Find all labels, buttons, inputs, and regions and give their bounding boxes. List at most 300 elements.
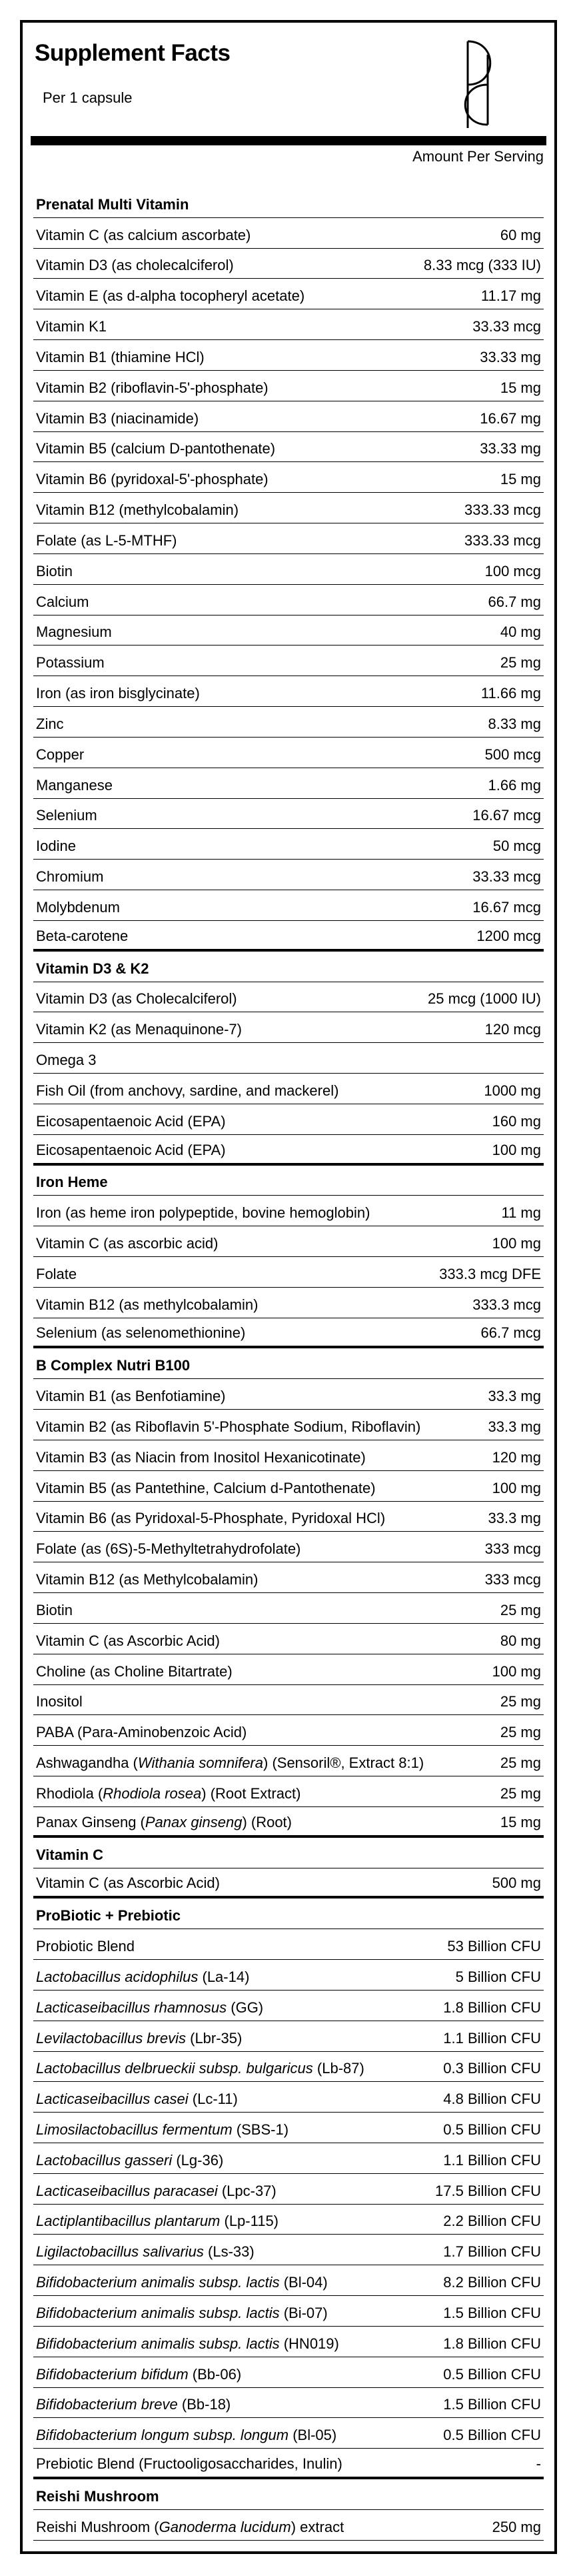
nutrient-name — [36, 2152, 223, 2169]
nutrient-name — [36, 1082, 338, 1100]
nutrient-name — [36, 440, 275, 457]
nutrient-amount: 60 mg — [500, 226, 541, 243]
nutrient-name — [36, 287, 304, 305]
nutrient-name — [36, 685, 200, 702]
nutrient-name — [36, 2519, 344, 2536]
nutrient-row — [33, 1562, 544, 1593]
nutrient-amount: 100 mg — [492, 1479, 541, 1496]
section-title — [36, 960, 149, 978]
nutrient-name — [36, 318, 107, 335]
nutrient-name — [36, 868, 103, 886]
nutrient-amount: 4.8 Billion CFU — [443, 2091, 541, 2108]
nutrient-name — [36, 1296, 258, 1314]
name-text: Manganese — [36, 776, 113, 794]
nutrient-name — [36, 1204, 370, 1222]
latin-name: Panax ginseng — [145, 1813, 243, 1830]
nutrient-amount: 1200 mcg — [476, 927, 541, 944]
nutrient-amount: 333.3 mcg DFE — [439, 1265, 541, 1282]
name-suffix: (Lpc-37) — [217, 2182, 277, 2199]
latin-name: Bifidobacterium bifidum — [36, 2365, 189, 2383]
nutrient-row — [33, 1654, 544, 1685]
nutrient-amount: 500 mcg — [484, 746, 541, 763]
nutrient-amount: 160 mg — [492, 1112, 541, 1130]
nutrient-name — [36, 1388, 226, 1405]
nutrient-row — [33, 1868, 544, 1899]
nutrient-amount: 40 mg — [500, 623, 541, 641]
nutrient-amount: 1000 mg — [484, 1082, 541, 1099]
nutrient-row — [33, 218, 544, 249]
name-text: Vitamin C — [36, 1846, 104, 1863]
nutrient-name — [36, 1266, 77, 1283]
name-text: Chromium — [36, 868, 104, 886]
nutrient-amount: 333.33 mcg — [464, 501, 541, 519]
name-text: Selenium — [36, 807, 97, 824]
nutrient-amount: 8.2 Billion CFU — [443, 2274, 541, 2291]
name-suffix: ) (Sensoril®, Extract 8:1) — [263, 1754, 424, 1772]
nutrient-amount: 8.33 mcg (333 IU) — [423, 257, 541, 274]
nutrient-name — [36, 777, 113, 794]
nutrient-name — [36, 2213, 279, 2230]
nutrient-row — [33, 1226, 544, 1257]
name-text: Folate (as L-5-MTHF) — [36, 531, 177, 549]
nutrient-name — [36, 1693, 83, 1710]
nutrient-name — [36, 379, 269, 397]
nutrient-amount: 17.5 Billion CFU — [435, 2182, 541, 2199]
nutrient-row — [33, 982, 544, 1013]
nutrient-row — [33, 1929, 544, 1960]
name-text: Copper — [36, 746, 85, 763]
latin-name: Bifidobacterium animalis subsp. lactis — [36, 2335, 280, 2352]
nutrient-name — [36, 654, 105, 672]
nutrient-amount: 25 mg — [500, 654, 541, 672]
nutrient-amount: 25 mcg (1000 IU) — [428, 990, 541, 1008]
section-header — [33, 1348, 544, 1379]
nutrient-amount: 0.5 Billion CFU — [443, 2121, 541, 2138]
nutrient-amount: 25 mg — [500, 1784, 541, 1802]
nutrient-row — [33, 523, 544, 554]
name-text: Potassium — [36, 654, 105, 672]
nutrient-amount: 500 mg — [492, 1874, 541, 1892]
nutrient-amount: 100 mcg — [484, 562, 541, 579]
nutrient-row — [33, 401, 544, 432]
panel-title: Supplement Facts — [35, 40, 231, 66]
nutrient-name — [36, 1540, 300, 1558]
nutrient-amount: 1.5 Billion CFU — [443, 2396, 541, 2413]
nutrient-row — [33, 554, 544, 585]
nutrient-row — [33, 1685, 544, 1716]
nutrient-row — [33, 1440, 544, 1471]
name-text: Selenium (as selenomethionine) — [36, 1324, 246, 1342]
nutrient-amount: 11 mg — [501, 1204, 541, 1222]
name-text: Vitamin B6 (as Pyridoxal-5-Phosphate, Pyridoxal HCl) — [36, 1510, 386, 1527]
name-text: Iron (as iron bisglycinate) — [36, 685, 200, 702]
nutrient-amount: 66.7 mcg — [480, 1324, 541, 1342]
nutrient-amount: 1.1 Billion CFU — [443, 2029, 541, 2047]
name-suffix: (GG) — [227, 1999, 264, 2016]
nutrient-amount: 11.66 mg — [480, 685, 541, 702]
latin-name: Lactiplantibacillus plantarum — [36, 2213, 221, 2230]
nutrient-amount: 33.33 mcg — [472, 868, 541, 886]
name-text: Reishi Mushroom ( — [36, 2518, 159, 2535]
nutrient-amount: 120 mcg — [484, 1021, 541, 1038]
nutrient-amount: 5 Billion CFU — [455, 1968, 541, 1985]
name-text: Panax Ginseng ( — [36, 1813, 145, 1830]
nutrient-row — [33, 676, 544, 707]
nutrient-row — [33, 585, 544, 615]
nutrient-amount: 33.33 mg — [480, 348, 541, 365]
section-header — [33, 1166, 544, 1196]
nutrient-amount: 33.3 mg — [488, 1510, 541, 1527]
name-text: Vitamin B12 (as Methylcobalamin) — [36, 1571, 259, 1588]
nutrient-row — [33, 1960, 544, 1991]
nutrient-amount: - — [536, 2455, 541, 2473]
nutrient-row — [33, 2082, 544, 2113]
nutrient-row — [33, 1502, 544, 1532]
name-suffix: ) (Root Extract) — [201, 1784, 301, 1802]
name-text: ProBiotic + Prebiotic — [36, 1907, 181, 1924]
nutrient-row — [33, 799, 544, 830]
name-text: Folate — [36, 1265, 77, 1282]
nutrient-name — [36, 623, 112, 641]
nutrient-row — [33, 2510, 544, 2541]
nutrient-row — [33, 279, 544, 309]
nutrient-amount: 33.33 mcg — [472, 318, 541, 335]
latin-name: Levilactobacillus brevis — [36, 2029, 186, 2047]
nutrient-name — [36, 1785, 300, 1802]
nutrient-name — [36, 1999, 263, 2017]
section-title — [36, 2488, 159, 2505]
section-header — [33, 1838, 544, 1868]
name-text: Zinc — [36, 715, 64, 732]
name-text: Vitamin B12 (methylcobalamin) — [36, 501, 239, 519]
nutrient-row — [33, 1776, 544, 1807]
nutrient-name — [36, 593, 89, 611]
name-suffix: (Lg-36) — [172, 2151, 224, 2169]
nutrient-amount: 25 mg — [500, 1754, 541, 1772]
name-suffix: (Bl-05) — [288, 2427, 337, 2444]
section-title — [36, 196, 189, 213]
nutrient-name — [36, 532, 177, 549]
nutrient-name — [36, 2274, 328, 2291]
name-text: Calcium — [36, 593, 89, 610]
section-title — [36, 1846, 103, 1864]
nutrient-name — [36, 1874, 220, 1892]
nutrient-amount: 25 mg — [500, 1601, 541, 1618]
amount-per-serving-header: Amount Per Serving — [412, 148, 544, 165]
nutrient-amount: 1.8 Billion CFU — [443, 2335, 541, 2352]
name-text: Biotin — [36, 1601, 73, 1618]
nutrient-name — [36, 1235, 218, 1252]
nutrient-amount: 120 mg — [492, 1448, 541, 1466]
name-text: Vitamin K2 (as Menaquinone-7) — [36, 1021, 242, 1038]
nutrient-amount: 1.66 mg — [488, 776, 541, 794]
nutrient-amount: 0.5 Billion CFU — [443, 2427, 541, 2444]
latin-name: Bifidobacterium animalis subsp. lactis — [36, 2304, 280, 2321]
nutrient-row — [33, 829, 544, 860]
top-thick-rule — [31, 136, 546, 145]
name-text: Eicosapentaenoic Acid (EPA) — [36, 1141, 226, 1158]
name-text: Iron (as heme iron polypeptide, bovine hemoglobin) — [36, 1204, 370, 1222]
name-text: Vitamin B6 (pyridoxal-5'-phosphate) — [36, 471, 269, 488]
nutrient-row — [33, 1471, 544, 1502]
name-text: PABA (Para-Aminobenzoic Acid) — [36, 1724, 247, 1741]
nutrient-name — [36, 2060, 364, 2077]
nutrient-name — [36, 1969, 249, 1986]
latin-name: Bifidobacterium longum subsp. longum — [36, 2427, 289, 2444]
name-text: Vitamin B2 (riboflavin-5'-phosphate) — [36, 379, 269, 396]
nutrient-name — [36, 1449, 366, 1466]
nutrient-name — [36, 716, 64, 733]
name-text: Iodine — [36, 838, 76, 855]
nutrient-row — [33, 615, 544, 646]
nutrient-name — [36, 838, 76, 855]
nutrient-name — [36, 1418, 420, 1436]
nutrient-row — [33, 1746, 544, 1776]
nutrient-row — [33, 2113, 544, 2143]
nutrient-amount: 100 mg — [492, 1234, 541, 1252]
nutrient-amount: 1.7 Billion CFU — [443, 2243, 541, 2261]
nutrient-name — [36, 928, 128, 945]
nutrient-amount: 66.7 mg — [488, 593, 541, 610]
nutrient-row — [33, 1196, 544, 1226]
name-text: Vitamin D3 (as cholecalciferol) — [36, 257, 234, 274]
nutrient-row — [33, 309, 544, 340]
latin-name: Lactobacillus gasseri — [36, 2151, 173, 2169]
nutrient-amount: 333.33 mcg — [464, 531, 541, 549]
nutrient-row — [33, 2205, 544, 2235]
nutrient-row — [33, 2021, 544, 2052]
name-text: Vitamin B5 (calcium D-pantothenate) — [36, 440, 276, 457]
nutrient-row — [33, 1288, 544, 1318]
nutrient-name — [36, 2335, 339, 2353]
nutrient-amount: 33.3 mg — [488, 1388, 541, 1405]
name-suffix: ) extract — [290, 2518, 344, 2535]
name-text: Vitamin D3 & K2 — [36, 960, 149, 977]
nutrient-amount: 1.1 Billion CFU — [443, 2151, 541, 2169]
nutrient-amount: 16.67 mg — [480, 409, 541, 427]
latin-name: Lacticaseibacillus rhamnosus — [36, 1999, 227, 2016]
nutrient-amount: 0.3 Billion CFU — [443, 2060, 541, 2077]
nutrient-row — [33, 2388, 544, 2419]
nutrient-amount: 16.67 mcg — [472, 898, 541, 916]
nutrient-row — [33, 1532, 544, 1562]
nutrient-name — [36, 1754, 424, 1772]
nutrient-name — [36, 1510, 385, 1527]
nutrient-amount: 333 mcg — [484, 1540, 541, 1558]
name-text: Vitamin D3 (as Cholecalciferol) — [36, 990, 237, 1008]
section-header — [33, 952, 544, 982]
nutrient-row — [33, 2265, 544, 2296]
nutrient-row — [33, 2174, 544, 2205]
nutrient-amount: 250 mg — [492, 2518, 541, 2535]
nutrient-amount: 50 mcg — [492, 838, 541, 855]
name-text: Reishi Mushroom — [36, 2487, 159, 2505]
nutrient-row — [33, 1012, 544, 1043]
nutrient-row — [33, 1318, 544, 1349]
section-title — [36, 1907, 181, 1924]
nutrient-row — [33, 1991, 544, 2021]
name-text: Eicosapentaenoic Acid (EPA) — [36, 1112, 226, 1130]
nutrient-row — [33, 1593, 544, 1624]
name-suffix: (Lbr-35) — [186, 2029, 243, 2047]
section-header — [33, 1898, 544, 1929]
latin-name: Lactobacillus acidophilus — [36, 1968, 199, 1985]
name-text: Fish Oil (from anchovy, sardine, and mackerel) — [36, 1082, 339, 1099]
nutrient-name — [36, 899, 120, 916]
nutrient-row — [33, 2449, 544, 2479]
section-title — [36, 1174, 108, 1191]
nutrient-name — [36, 1052, 97, 1069]
name-text: B Complex Nutri B100 — [36, 1357, 191, 1374]
nutrient-name — [36, 746, 84, 764]
nutrient-row — [33, 371, 544, 401]
name-text: Vitamin B2 (as Riboflavin 5'-Phosphate Sodium, Riboflavin) — [36, 1418, 421, 1435]
latin-name: Ganoderma lucidum — [159, 2518, 291, 2535]
section-title — [36, 1357, 190, 1374]
nutrient-amount: 80 mg — [500, 1632, 541, 1649]
name-text: Folate (as (6S)-5-Methyltetrahydrofolate) — [36, 1540, 301, 1558]
nutrient-row — [33, 1074, 544, 1104]
nutrient-row — [33, 1410, 544, 1440]
name-text: Vitamin B1 (as Benfotiamine) — [36, 1388, 226, 1405]
name-text: Vitamin B12 (as methylcobalamin) — [36, 1296, 259, 1313]
nutrient-name — [36, 2366, 241, 2383]
nutrient-amount: 100 mg — [492, 1141, 541, 1158]
nutrient-row — [33, 462, 544, 493]
name-text: Molybdenum — [36, 898, 120, 916]
name-text: Ashwagandha ( — [36, 1754, 138, 1772]
nutrient-amount: 11.17 mg — [480, 287, 541, 305]
latin-name: Lacticaseibacillus casei — [36, 2091, 189, 2108]
nutrient-amount: 33.3 mg — [488, 1418, 541, 1435]
name-suffix: (La-14) — [198, 1968, 250, 1985]
name-text: Prebiotic Blend (Fructooligosaccharides, Inulin) — [36, 2455, 342, 2473]
nutrient-name — [36, 1324, 245, 1342]
name-text: Iron Heme — [36, 1174, 108, 1191]
nutrient-amount: 0.5 Billion CFU — [443, 2365, 541, 2383]
nutrient-row — [33, 1807, 544, 1838]
nutrient-name — [36, 227, 251, 244]
latin-name: Withania somnifera — [137, 1754, 263, 1772]
nutrient-name — [36, 990, 237, 1008]
nutrient-name — [36, 410, 199, 427]
section-header — [33, 187, 544, 218]
nutrient-row — [33, 921, 544, 952]
nutrient-row — [33, 340, 544, 371]
nutrient-name — [36, 1632, 220, 1650]
nutrient-amount: 1.5 Billion CFU — [443, 2304, 541, 2321]
nutrient-amount: 25 mg — [500, 1693, 541, 1710]
nutrient-name — [36, 2030, 242, 2047]
supplement-facts-panel — [20, 20, 557, 2554]
nutrient-row — [33, 1257, 544, 1288]
name-text: Vitamin B5 (as Pantethine, Calcium d-Pantothenate) — [36, 1479, 376, 1496]
nutrient-amount: 333.3 mcg — [472, 1296, 541, 1313]
latin-name: Ligilactobacillus salivarius — [36, 2243, 204, 2261]
nutrient-row — [33, 768, 544, 799]
nutrient-row — [33, 2327, 544, 2357]
name-text: Choline (as Choline Bitartrate) — [36, 1662, 233, 1680]
nutrient-row — [33, 890, 544, 921]
nutrient-name — [36, 501, 239, 519]
name-suffix: (Bb-18) — [177, 2396, 231, 2413]
nutrient-amount: 53 Billion CFU — [447, 1938, 541, 1955]
name-text: Vitamin C (as Ascorbic Acid) — [36, 1632, 220, 1649]
nutrient-amount: 333 mcg — [484, 1571, 541, 1588]
nutrient-name — [36, 2455, 342, 2473]
latin-name: Rhodiola rosea — [103, 1784, 202, 1802]
nutrient-row — [33, 2418, 544, 2449]
section-header — [33, 2479, 544, 2510]
name-text: Probiotic Blend — [36, 1938, 135, 1955]
nutrient-amount: 15 mg — [500, 1813, 541, 1830]
latin-name: Bifidobacterium breve — [36, 2396, 178, 2413]
nutrient-row — [33, 1379, 544, 1410]
name-text: Magnesium — [36, 623, 112, 641]
nutrient-name — [36, 1814, 292, 1831]
nutrient-name — [36, 471, 269, 488]
nutrient-row — [33, 249, 544, 279]
nutrient-name — [36, 2121, 288, 2139]
name-suffix: (Lc-11) — [188, 2091, 238, 2108]
name-text: Vitamin B3 (niacinamide) — [36, 409, 199, 427]
nutrient-amount: 8.33 mg — [488, 715, 541, 732]
name-text: Vitamin K1 — [36, 318, 107, 335]
nutrient-name — [36, 563, 73, 580]
nutrient-row — [33, 1104, 544, 1135]
nutrient-amount: 16.67 mcg — [472, 807, 541, 824]
name-suffix: (Lp-115) — [220, 2213, 279, 2230]
nutrient-name — [36, 1724, 247, 1741]
name-suffix: ) (Root) — [242, 1813, 292, 1830]
name-text: Vitamin C (as Ascorbic Acid) — [36, 1874, 220, 1892]
nutrient-row — [33, 860, 544, 890]
nutrient-name — [36, 1142, 226, 1159]
panel-header — [23, 23, 554, 123]
name-text: Vitamin B1 (thiamine HCl) — [36, 348, 205, 365]
name-suffix: (SBS-1) — [232, 2121, 289, 2138]
nutrient-row — [33, 2357, 544, 2388]
name-text: Vitamin C (as calcium ascorbate) — [36, 226, 251, 243]
nutrient-table — [33, 187, 544, 2541]
latin-name: Lactobacillus delbrueckii subsp. bulgaricus — [36, 2060, 313, 2077]
name-text: Vitamin C (as ascorbic acid) — [36, 1234, 219, 1252]
name-text: Vitamin B3 (as Niacin from Inositol Hexanicotinate) — [36, 1448, 366, 1466]
nutrient-name — [36, 1480, 376, 1497]
nutrient-row — [33, 1624, 544, 1654]
nutrient-name — [36, 2091, 238, 2108]
nutrient-name — [36, 1938, 135, 1955]
nutrient-name — [36, 349, 205, 366]
nutrient-name — [36, 2183, 277, 2200]
nutrient-row — [33, 707, 544, 738]
serving-size: Per 1 capsule — [43, 89, 133, 106]
nutrient-amount: 15 mg — [500, 379, 541, 396]
nutrient-row — [33, 2235, 544, 2265]
name-suffix: (HN019) — [279, 2335, 339, 2352]
name-text: Biotin — [36, 562, 73, 579]
name-text: Vitamin E (as d-alpha tocopheryl acetate) — [36, 287, 305, 305]
nutrient-name — [36, 1602, 73, 1619]
nutrient-row — [33, 2296, 544, 2327]
nutrient-row — [33, 1715, 544, 1746]
nutrient-name — [36, 2243, 255, 2261]
nutrient-name — [36, 2396, 231, 2413]
nutrient-row — [33, 1043, 544, 1074]
nutrient-amount: 1.8 Billion CFU — [443, 1999, 541, 2016]
name-suffix: (Bb-06) — [188, 2365, 242, 2383]
name-text: Omega 3 — [36, 1052, 97, 1069]
